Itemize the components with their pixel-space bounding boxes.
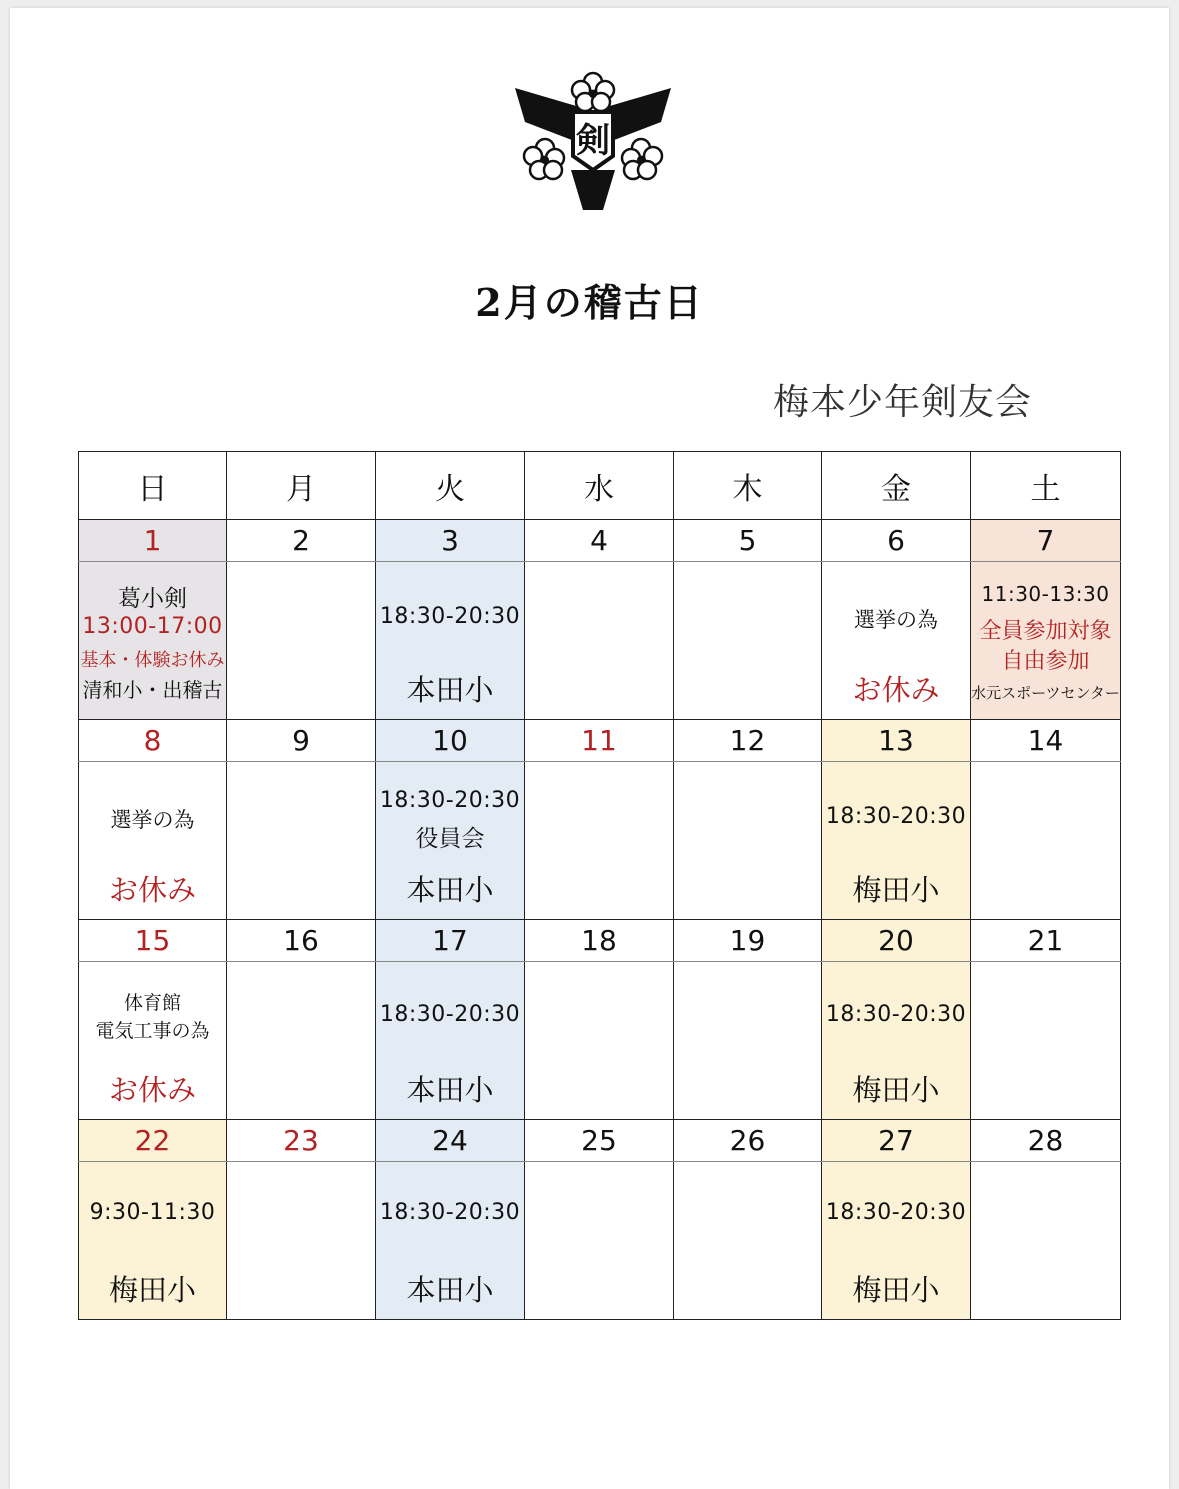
cell-note: 基本・体験お休み <box>80 650 225 671</box>
cell-time: 13:00-17:00 <box>82 614 223 639</box>
schedule-cell <box>971 762 1121 920</box>
schedule-row-week3 <box>79 962 1121 1120</box>
schedule-cell <box>79 562 227 720</box>
schedule-cell <box>376 1162 525 1320</box>
logo-character: 剣 <box>576 121 610 161</box>
date-cell: 8 <box>79 720 227 762</box>
cell-note: 選挙の為 <box>854 608 938 632</box>
date-cell: 13 <box>822 720 971 762</box>
schedule-cell <box>227 1162 376 1320</box>
schedule-cell <box>79 1162 227 1320</box>
date-cell: 25 <box>525 1120 674 1162</box>
cell-note: 電気工事の為 <box>95 1020 210 1042</box>
schedule-cell <box>674 962 822 1120</box>
cell-place: 梅田小 <box>852 1073 940 1107</box>
cell-time: 18:30-20:30 <box>379 604 521 629</box>
cell-place: 梅田小 <box>852 873 940 907</box>
cell-closed: お休み <box>852 673 940 707</box>
kendo-club-logo <box>503 60 683 220</box>
schedule-cell <box>376 762 525 920</box>
cell-place: 本田小 <box>406 873 494 907</box>
cell-event-name: 葛小剣 <box>118 586 187 612</box>
schedule-cell <box>822 962 971 1120</box>
date-cell: 28 <box>971 1120 1121 1162</box>
cell-time: 18:30-20:30 <box>825 1200 967 1225</box>
schedule-cell <box>674 562 822 720</box>
cell-time: 11:30-13:30 <box>981 582 1110 606</box>
cell-place: 梅田小 <box>852 1273 940 1307</box>
schedule-cell <box>79 762 227 920</box>
weekday-wed: 水 <box>525 452 674 520</box>
cell-place: 本田小 <box>406 1273 494 1307</box>
schedule-cell <box>822 562 971 720</box>
schedule-cell <box>376 562 525 720</box>
calendar-table <box>78 451 1121 1320</box>
date-cell: 15 <box>79 920 227 962</box>
date-cell: 9 <box>227 720 376 762</box>
date-cell: 7 <box>971 520 1121 562</box>
schedule-cell <box>525 1162 674 1320</box>
schedule-cell <box>525 762 674 920</box>
weekday-tue: 火 <box>376 452 525 520</box>
cell-place: 梅田小 <box>108 1273 196 1307</box>
date-cell: 17 <box>376 920 525 962</box>
schedule-cell <box>227 962 376 1120</box>
schedule-cell <box>971 562 1121 720</box>
weekday-header-row <box>79 452 1121 520</box>
date-cell: 26 <box>674 1120 822 1162</box>
date-cell: 23 <box>227 1120 376 1162</box>
date-cell: 11 <box>525 720 674 762</box>
date-cell: 19 <box>674 920 822 962</box>
date-cell: 1 <box>79 520 227 562</box>
date-cell: 14 <box>971 720 1121 762</box>
schedule-row-week4 <box>79 1162 1121 1320</box>
cell-place: 本田小 <box>406 1073 494 1107</box>
cell-time: 18:30-20:30 <box>379 788 521 813</box>
cell-note: 自由参加 <box>1001 649 1090 674</box>
organization-name: 梅本少年剣友会 <box>773 382 1033 423</box>
date-row-week2 <box>79 720 1121 762</box>
cell-note: 体育館 <box>123 992 181 1014</box>
cell-time: 18:30-20:30 <box>825 1002 967 1027</box>
schedule-cell <box>971 962 1121 1120</box>
weekday-sun: 日 <box>79 452 227 520</box>
date-cell: 20 <box>822 920 971 962</box>
cell-note: 役員会 <box>415 826 485 852</box>
schedule-cell <box>525 562 674 720</box>
date-cell: 24 <box>376 1120 525 1162</box>
date-cell: 22 <box>79 1120 227 1162</box>
date-cell: 6 <box>822 520 971 562</box>
date-cell: 18 <box>525 920 674 962</box>
date-row-week1 <box>79 520 1121 562</box>
date-cell: 2 <box>227 520 376 562</box>
date-cell: 27 <box>822 1120 971 1162</box>
cell-place: 本田小 <box>406 673 494 707</box>
cell-note: 選挙の為 <box>110 808 195 832</box>
schedule-cell <box>822 1162 971 1320</box>
date-cell: 12 <box>674 720 822 762</box>
schedule-cell <box>822 762 971 920</box>
weekday-fri: 金 <box>822 452 971 520</box>
date-cell: 21 <box>971 920 1121 962</box>
weekday-sat: 土 <box>971 452 1121 520</box>
schedule-cell <box>376 962 525 1120</box>
schedule-row-week2 <box>79 762 1121 920</box>
schedule-cell <box>674 1162 822 1320</box>
weekday-mon: 月 <box>227 452 376 520</box>
date-row-week4 <box>79 1120 1121 1162</box>
date-row-week3 <box>79 920 1121 962</box>
cell-closed: お休み <box>108 1073 196 1107</box>
schedule-cell <box>971 1162 1121 1320</box>
cell-time: 18:30-20:30 <box>379 1200 521 1225</box>
date-cell: 5 <box>674 520 822 562</box>
page-title: 2月の稽古日 <box>475 280 704 325</box>
cell-note: 全員参加対象 <box>979 619 1112 644</box>
date-cell: 3 <box>376 520 525 562</box>
date-cell: 4 <box>525 520 674 562</box>
schedule-row-week1 <box>79 562 1121 720</box>
schedule-cell <box>525 962 674 1120</box>
cell-time: 18:30-20:30 <box>825 804 967 829</box>
weekday-thu: 木 <box>674 452 822 520</box>
cell-time: 18:30-20:30 <box>379 1002 521 1027</box>
schedule-cell <box>227 762 376 920</box>
date-cell: 10 <box>376 720 525 762</box>
cell-time: 9:30-11:30 <box>89 1200 216 1225</box>
schedule-cell <box>674 762 822 920</box>
date-cell: 16 <box>227 920 376 962</box>
schedule-cell <box>227 562 376 720</box>
cell-place: 水元スポーツセンター <box>971 684 1120 702</box>
cell-closed: お休み <box>108 873 196 907</box>
cell-place: 清和小・出稽古 <box>82 678 223 702</box>
schedule-cell <box>79 962 227 1120</box>
